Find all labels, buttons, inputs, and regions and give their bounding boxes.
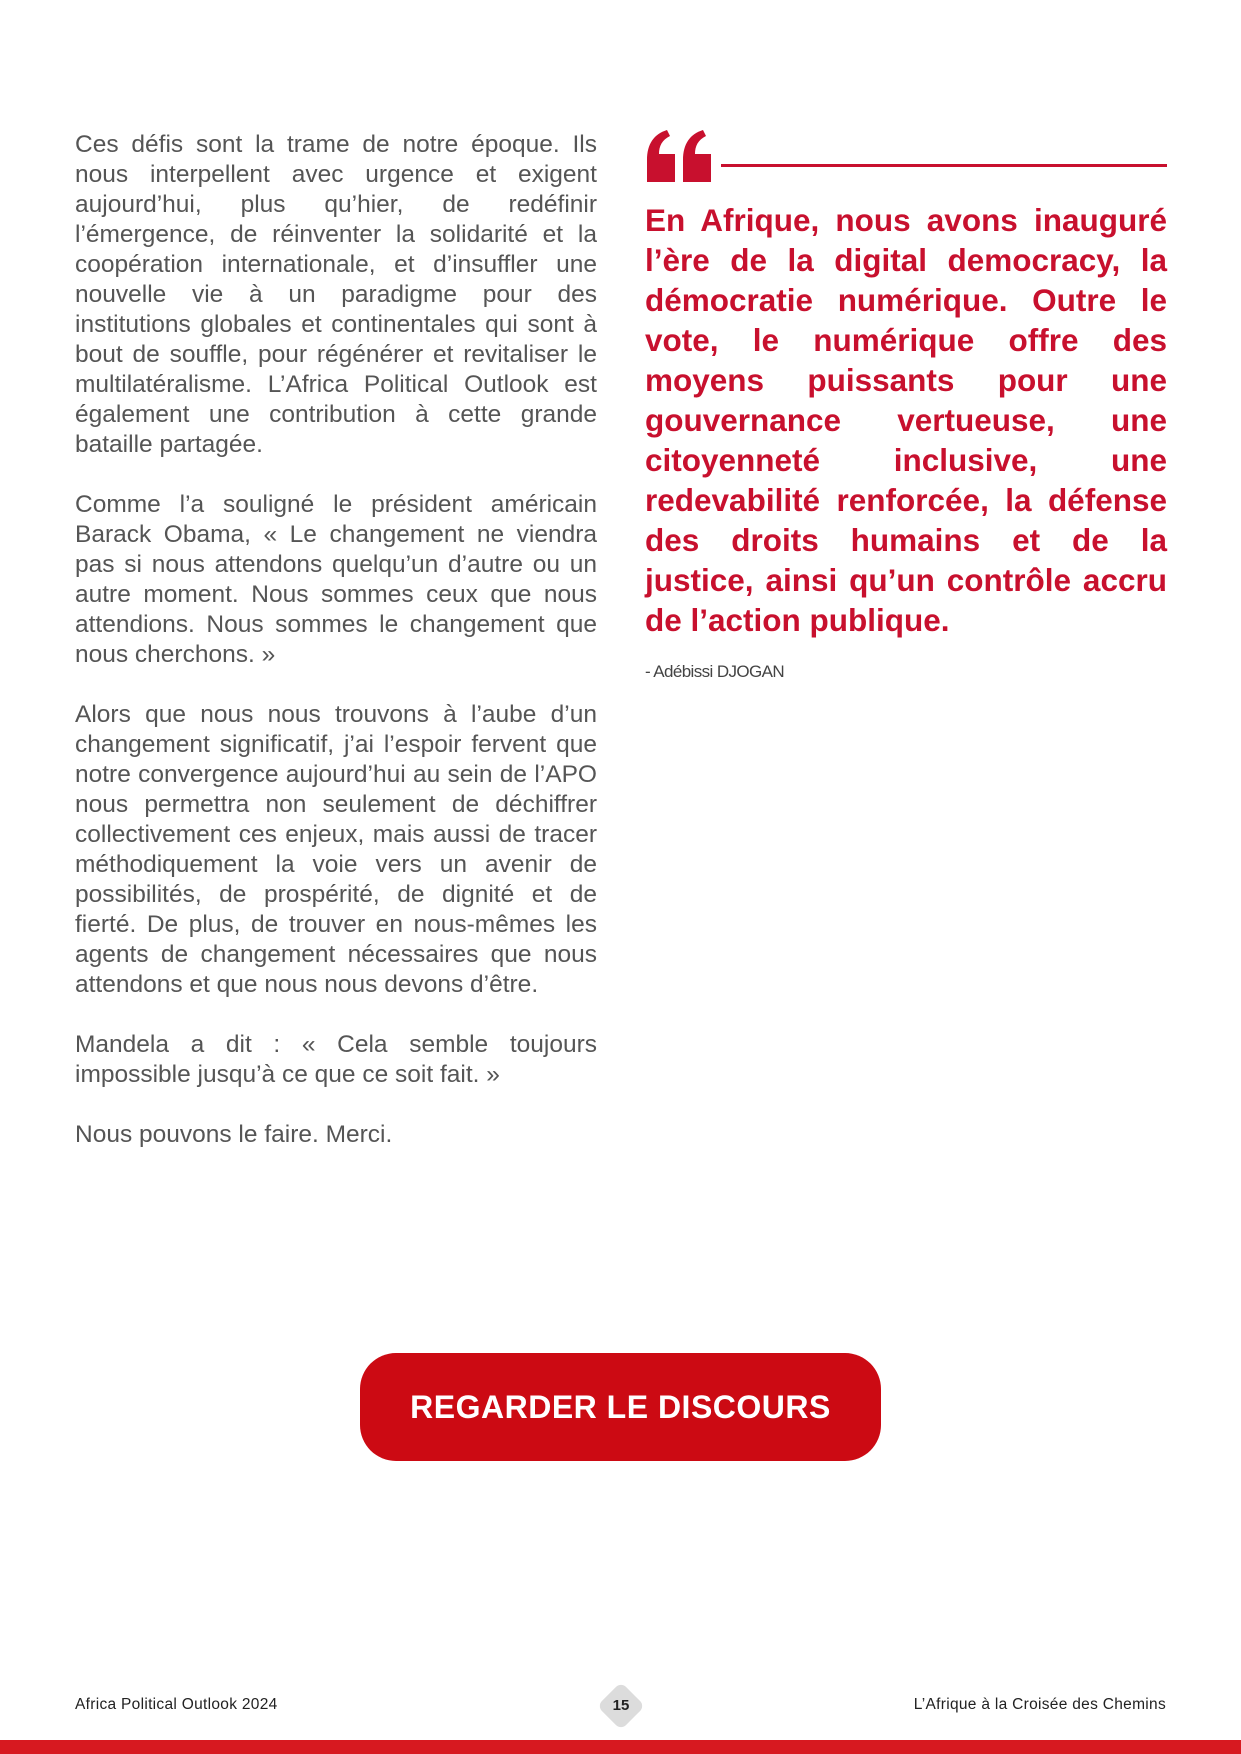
footer-accent-bar [0,1740,1241,1754]
quote-mark-icon [645,130,713,182]
watch-speech-button[interactable]: REGARDER LE DISCOURS [360,1353,881,1461]
footer-section-title: L’Afrique à la Croisée des Chemins [913,1696,1166,1713]
body-paragraph: Ces défis sont la trame de notre époque. Ils nous interpellent avec urgence et exigent aujourd’hui, plus qu’hier, de redéfinir l’émergence, de réinventer la solidarité et la coopération internationale, et d’insuffler une nouvelle vie à un paradigme pour des institutions globales et continentales qui sont à bout de souffle, pour régénérer et revitaliser le multilatéralisme. L’Africa Political Outlook est également une contribution à cette grande bataille partagée. [75,131,597,458]
body-text-column [75,130,597,1180]
body-paragraph: Mandela a dit : « Cela semble toujours impossible jusqu’à ce que ce soit fait. » [75,1031,597,1088]
quote-divider [721,164,1167,167]
pull-quote [645,130,1167,682]
pull-quote-author: - Adébissi DJOGAN [645,662,785,681]
pull-quote-text: En Afrique, nous avons inauguré l’ère de la digital democracy, la démocratie numérique. Outre le vote, le numérique offre des moyens puissants pour une gouvernance vertueuse, une citoyenneté inclusive, une redevabilité renforcée, la défense des droits humains et de la justice, ainsi qu’un contrôle accru de l’action publique. [645,202,1167,638]
body-paragraph: Nous pouvons le faire. Merci. [75,1121,393,1148]
footer-publication-title: Africa Political Outlook 2024 [75,1696,278,1713]
pull-quote-header [645,130,1167,182]
page-number: 15 [612,1697,630,1714]
body-paragraph: Alors que nous nous trouvons à l’aube d’un changement significatif, j’ai l’espoir fervent que notre convergence aujourd’hui au sein de l’APO nous permettra non seulement de déchiffrer collectivement ces enjeux, mais aussi de tracer méthodiquement la voie vers un avenir de possibilités, de prospérité, de dignité et de fierté. De plus, de trouver en nous-mêmes les agents de changement nécessaires que nous attendons et que nous nous devons d’être. [75,701,597,998]
body-paragraph: Comme l’a souligné le président américain Barack Obama, « Le changement ne viendra pas si nous attendons quelqu’un d’autre ou un autre moment. Nous sommes ceux que nous attendions. Nous sommes le changement que nous cherchons. » [75,491,597,668]
